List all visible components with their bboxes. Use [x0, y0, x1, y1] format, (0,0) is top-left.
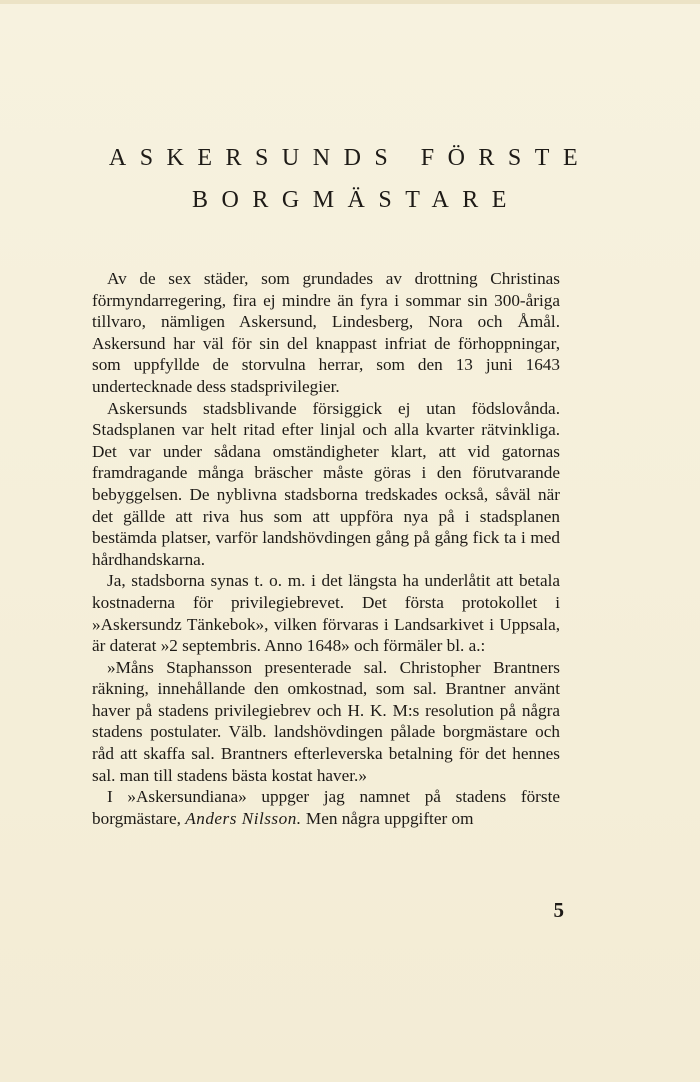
paragraph-2: Askersunds stadsblivande försiggick ej utan födslovånda. Stadsplanen var helt ritad efter linjal och alla kvarter rätvinkliga. Det var under sådana omständigheter klart, att vid gatornas framdragande många bräscher måste göras i den förutvarande bebyggelsen. De nyblivna stadsborna tredskades också, såväl när det gällde att riva hus som att uppföra nya på i stadsplanen bestämda platser, varför landshövdingen gång på gång fick ta i med hårdhandskarna. — [92, 398, 560, 569]
paragraph-5-before: I »Askersundiana» uppger jag namnet på stadens förste borgmästare, — [92, 787, 560, 828]
paragraph-3: Ja, stadsborna synas t. o. m. i det längsta ha underlåtit att betala kostnaderna för privilegiebrevet. Det första protokollet i »Askersundz Tänkebok», vilken förvaras i Landsarkivet i Uppsala, är daterat »2 septembris. Anno 1648» och förmäler bl. a.: — [92, 571, 560, 656]
paragraph-5 — [92, 786, 560, 829]
body-text — [92, 268, 560, 829]
chapter-title-line-2: BORGMÄSTARE — [192, 187, 520, 213]
paragraph-1: Av de sex städer, som grundades av drottning Christinas förmyndarregering, fira ej mindre än fyra i sommar sin 300-åriga tillvaro, nämligen Askersund, Lindesberg, Nora och Åmål. Askersund har väl för sin del knappast infriat de förhoppningar, som uppfyllde de storvulna herrar, som den 13 juni 1643 undertecknade dess stadsprivilegier. — [92, 269, 560, 396]
page-number: 5 — [553, 898, 564, 922]
chapter-title-line-1: ASKERSUNDS FÖRSTE — [108, 145, 592, 171]
paragraph-4-quote: »Måns Staphansson presenterade sal. Christopher Brantners räkning, innehållande den omkostnad, som sal. Brantner använt haver på stadens privilegiebrev och H. K. M:s resolution på några stadens postulater. Välb. landshövdingen pålade borgmästare och råd att skaffa sal. Brantners efterleverska betalning för det hennes sal. man till stadens bästa kostat haver.» — [92, 657, 560, 785]
paragraph-5-name: Anders Nilsson. — [185, 808, 302, 828]
paragraph-5-after: Men några uppgifter om — [305, 808, 474, 828]
page-top-edge — [0, 0, 700, 4]
